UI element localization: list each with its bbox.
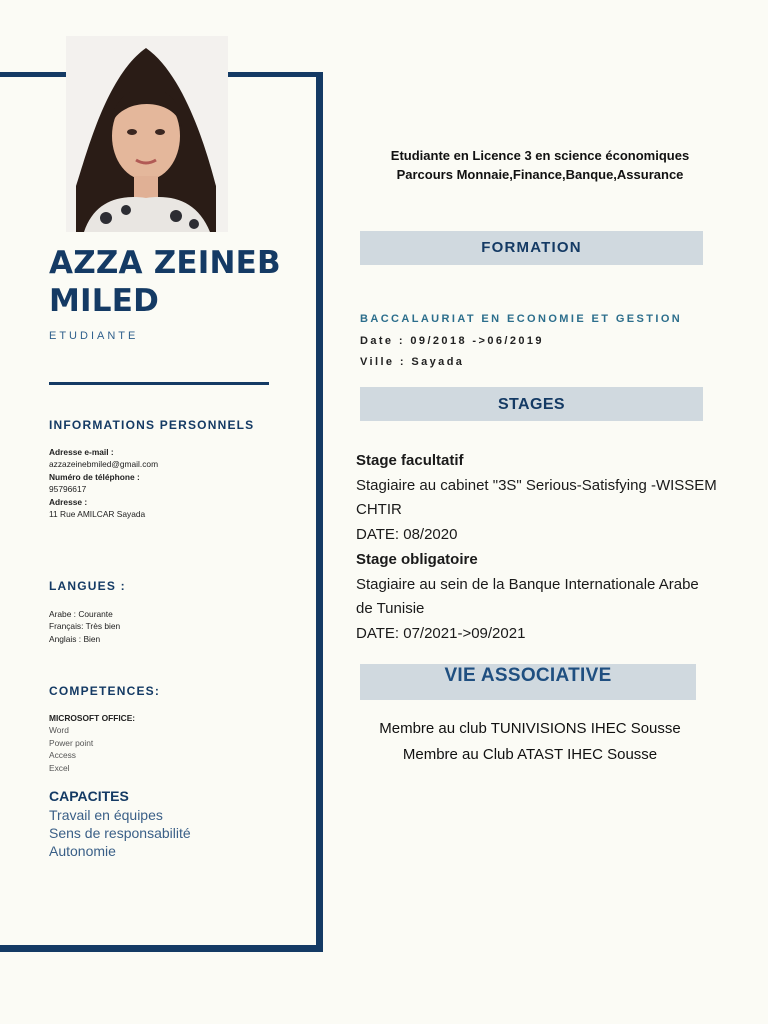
office-item: Access [49,750,76,761]
language-item: Français: Très bien [49,621,121,632]
personal-info-heading: INFORMATIONS PERSONNELS [49,418,255,432]
language-item: Arabe : Courante [49,609,113,619]
association-item: Membre au club TUNIVISIONS IHEC Sousse [379,720,681,737]
intro-line: Etudiante en Licence 3 en science économiques [390,148,690,163]
address-value: 11 Rue AMILCAR Sayada [49,509,146,520]
capacite-item: Travail en équipes [49,807,163,823]
languages-heading: LANGUES : [49,579,126,593]
name-divider [49,382,269,385]
frame-bottom [0,945,323,952]
intro-line: Parcours Monnaie,Finance,Banque,Assurance [396,167,684,182]
frame-right [316,72,323,952]
intro-summary [340,146,740,184]
formation-date: Date : 09/2018 ->06/2019 [360,335,544,347]
stage-description: Stagiaire au sein de la Banque Internationale Arabe [356,575,699,593]
stages-list [356,449,746,647]
address-label: Adresse : [49,496,88,507]
vie-associative-heading: VIE ASSOCIATIVE [360,664,696,700]
office-item: Excel [49,762,70,773]
stage-description: Stagiaire au cabinet "3S" Serious-Satisfying -WISSEM [356,476,717,494]
capacites-heading: CAPACITES [49,788,129,804]
stage-title: Stage facultatif [356,452,464,469]
frame-top-left [0,72,66,77]
competences-heading: COMPETENCES: [49,684,161,698]
frame-top-right [228,72,323,77]
competences-list [49,712,135,774]
associations-list [360,716,700,768]
languages-list [49,608,120,645]
formation-city: Ville : Sayada [360,356,465,368]
name-second-line: MILED [49,283,160,319]
office-item: Word [49,725,69,736]
stage-title: Stage obligatoire [356,550,478,568]
capacite-item: Autonomie [49,843,116,859]
stage-description: de Tunisie [356,600,425,618]
phone-label: Numéro de téléphone : [49,471,140,482]
formation-title: BACCALAURIAT EN ECONOMIE ET GESTION [360,313,683,325]
candidate-name [49,244,309,320]
job-title: ETUDIANTE [49,330,139,342]
office-label: MICROSOFT OFFICE: [49,713,136,723]
capacites-list [49,806,191,860]
language-item: Anglais : Bien [49,633,101,644]
personal-info-block [49,446,158,520]
stage-date: DATE: 07/2021->09/2021 [356,624,526,642]
email-value: azzazeinebmiled@gmail.com [49,459,159,470]
association-item: Membre au Club ATAST IHEC Sousse [402,746,658,763]
name-first-line: AZZA ZEINEB [49,245,281,281]
email-label: Adresse e-mail : [49,447,114,457]
office-item: Power point [49,737,94,748]
profile-photo [66,36,228,232]
formation-heading: FORMATION [360,231,703,265]
capacite-item: Sens de responsabilité [49,825,191,841]
stages-heading: STAGES [360,387,703,421]
phone-value: 95796617 [49,484,87,495]
stage-date: DATE: 08/2020 [356,526,458,544]
stage-description: CHTIR [356,501,402,519]
